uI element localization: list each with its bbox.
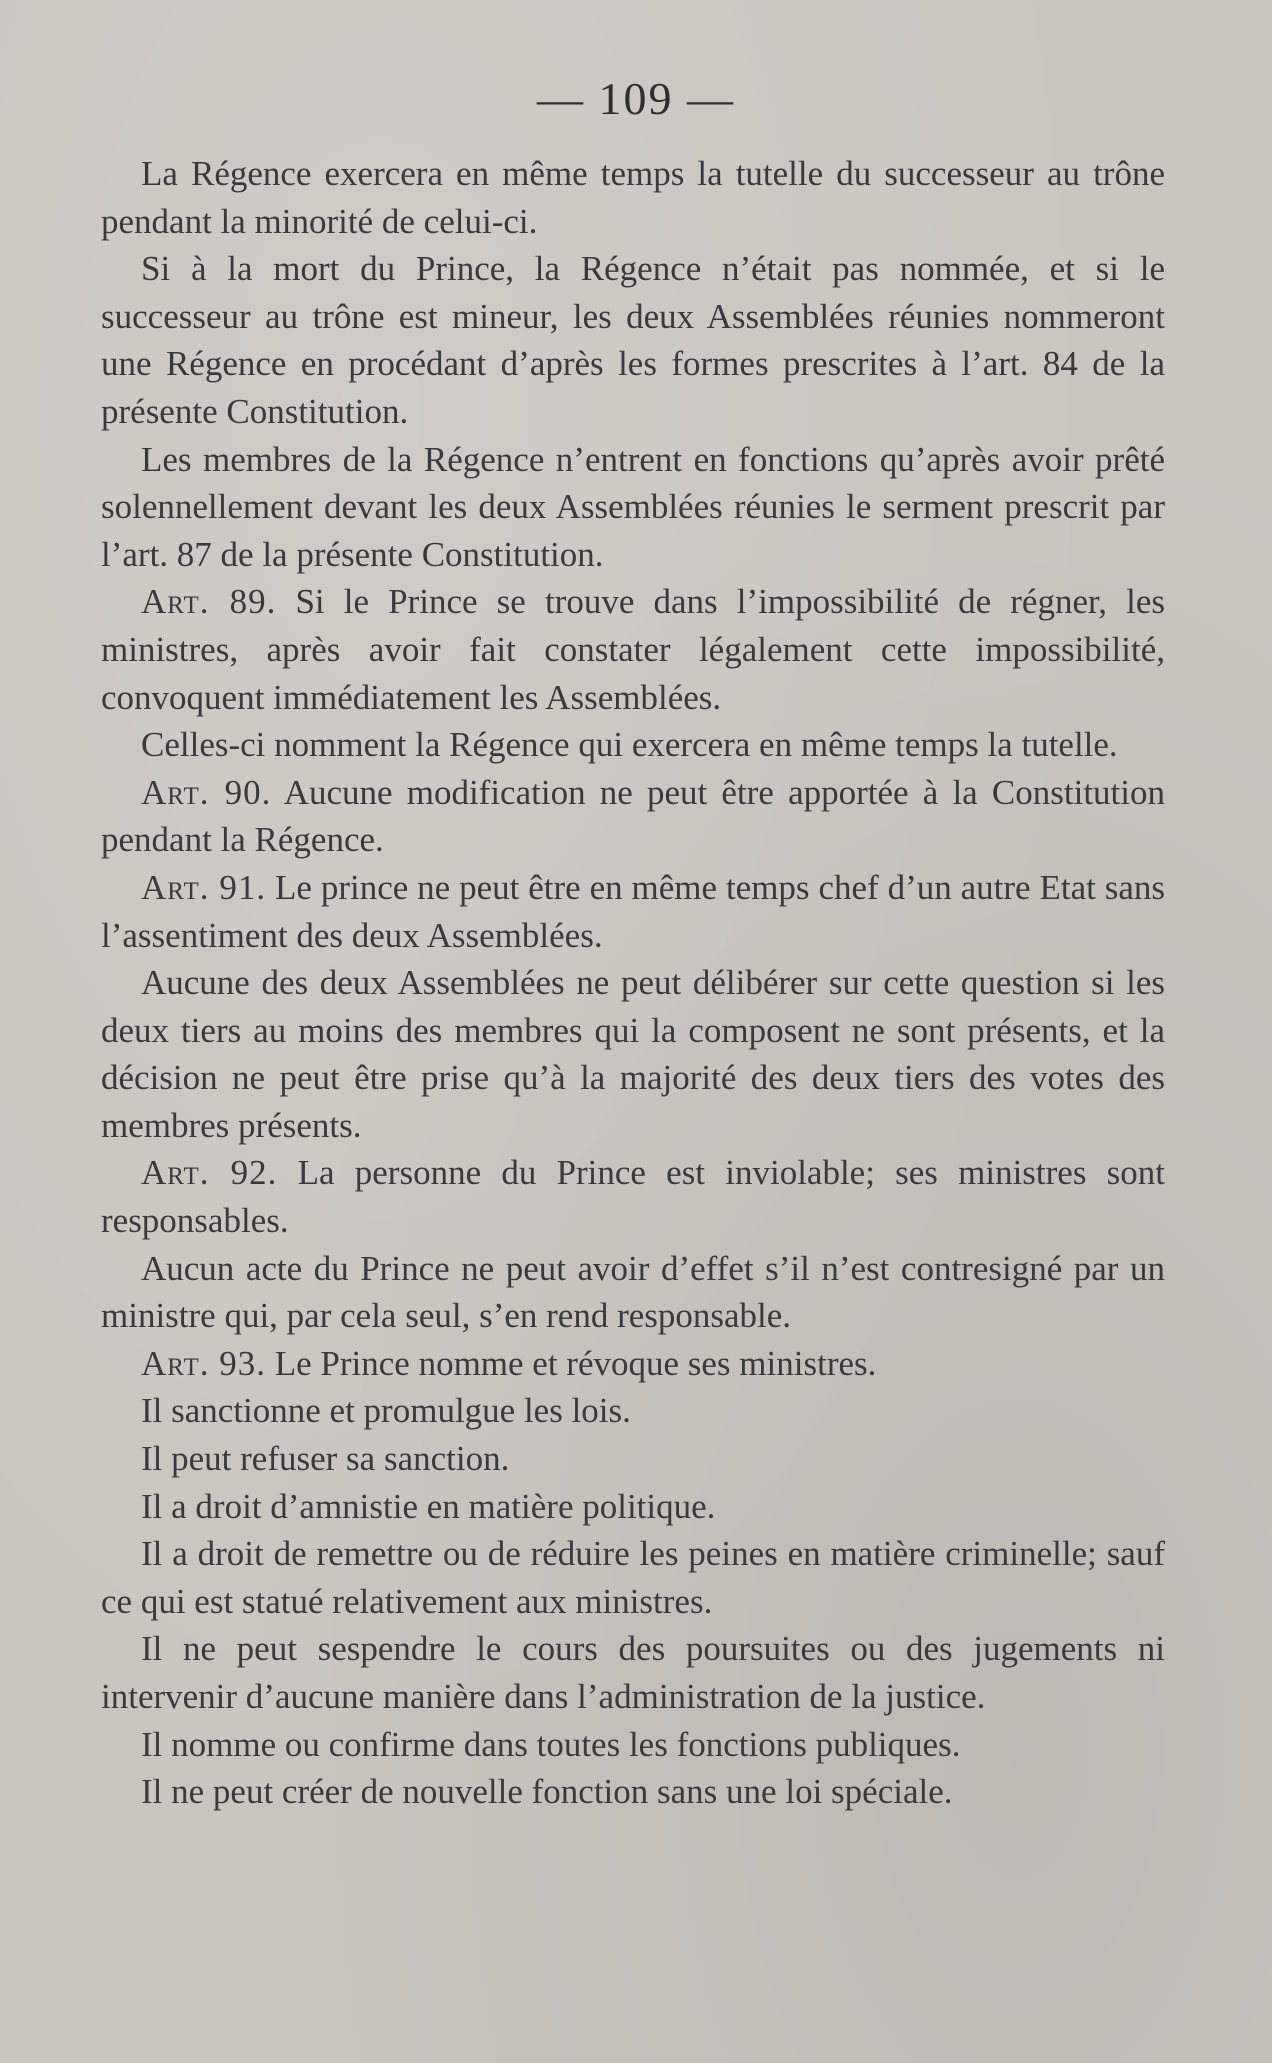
paragraph-text: Il sanctionne et promulgue les lois. xyxy=(141,1391,631,1431)
paragraph-text: La personne du Prince est inviolable; ses ministres sont responsables. xyxy=(101,1153,1165,1241)
paragraph xyxy=(101,1435,1165,1483)
page-number: — 109 — xyxy=(537,73,735,124)
paragraph-text: Le prince ne peut être en même temps chef d’un autre Etat sans l’assentiment des deux Assemblées. xyxy=(101,867,1165,955)
paragraph xyxy=(101,1625,1165,1720)
article-label: Art. 89. xyxy=(141,582,277,622)
paragraph xyxy=(101,436,1165,579)
article-label: Art. 93. xyxy=(141,1343,266,1383)
paragraph-text: Les membres de la Régence n’entrent en fonctions qu’après avoir prêté solennellement devant les deux Assemblées réunies le serment prescrit par l’art. 87 de la présente Constitution. xyxy=(101,439,1165,574)
paragraph-text: Aucun acte du Prince ne peut avoir d’effet s’il n’est contresigné par un ministre qui, par cela seul, s’en rend responsable. xyxy=(101,1248,1165,1336)
paragraph xyxy=(101,1768,1165,1816)
paragraph xyxy=(101,245,1165,435)
paragraph xyxy=(101,1340,1165,1388)
paragraph-text: Si le Prince se trouve dans l’impossibilité de régner, les ministres, après avoir fait constater légalement cette impossibilité, convoquent immédiatement les Assemblées. xyxy=(101,582,1165,717)
paragraph xyxy=(101,150,1165,245)
paragraph-text: Il a droit d’amnistie en matière politique. xyxy=(141,1486,716,1526)
article-label: Art. 92. xyxy=(141,1153,278,1193)
body-text xyxy=(101,150,1165,1816)
paragraph xyxy=(101,1530,1165,1625)
paragraph-text: Aucune modification ne peut être apportée à la Constitution pendant la Régence. xyxy=(101,772,1165,860)
paragraph xyxy=(101,1149,1165,1244)
paragraph xyxy=(101,721,1165,769)
paragraph xyxy=(101,864,1165,959)
paragraph xyxy=(101,959,1165,1149)
paragraph-text: Aucune des deux Assemblées ne peut délibérer sur cette question si les deux tiers au moins des membres qui la composent ne sont présents, et la décision ne peut être prise qu’à la majorité des deux tiers des votes des membres présents. xyxy=(101,963,1165,1145)
paragraph-text: La Régence exercera en même temps la tutelle du successeur au trône pendant la minorité de celui-ci. xyxy=(101,154,1165,241)
paragraph-text: Il a droit de remettre ou de réduire les peines en matière criminelle; sauf ce qui est statué relativement aux ministres. xyxy=(101,1534,1165,1621)
paragraph-text: Il peut refuser sa sanction. xyxy=(141,1439,510,1479)
paragraph-text: Si à la mort du Prince, la Régence n’était pas nommée, et si le successeur au trône est mineur, les deux Assemblées réunies nommeront une Régence en procédant d’après les formes prescrites à l’art. 84 de la présente Constitution. xyxy=(101,249,1165,431)
article-label: Art. 91. xyxy=(141,867,267,907)
paragraph xyxy=(101,1245,1165,1340)
article-label: Art. 90. xyxy=(141,772,272,812)
paragraph xyxy=(101,769,1165,864)
paragraph xyxy=(101,1721,1165,1769)
paragraph xyxy=(101,1483,1165,1531)
paragraph-text: Celles-ci nomment la Régence qui exercera en même temps la tutelle. xyxy=(141,725,1118,765)
paragraph-text: Le Prince nomme et révoque ses ministres. xyxy=(274,1343,877,1383)
paragraph-text: Il ne peut sespendre le cours des poursuites ou des jugements ni intervenir d’aucune manière dans l’administration de la justice. xyxy=(101,1629,1165,1716)
paragraph-text: Il nomme ou confirme dans toutes les fonctions publiques. xyxy=(141,1724,961,1764)
paragraph xyxy=(101,578,1165,721)
paragraph-text: Il ne peut créer de nouvelle fonction sans une loi spéciale. xyxy=(141,1772,953,1812)
paragraph xyxy=(101,1387,1165,1435)
